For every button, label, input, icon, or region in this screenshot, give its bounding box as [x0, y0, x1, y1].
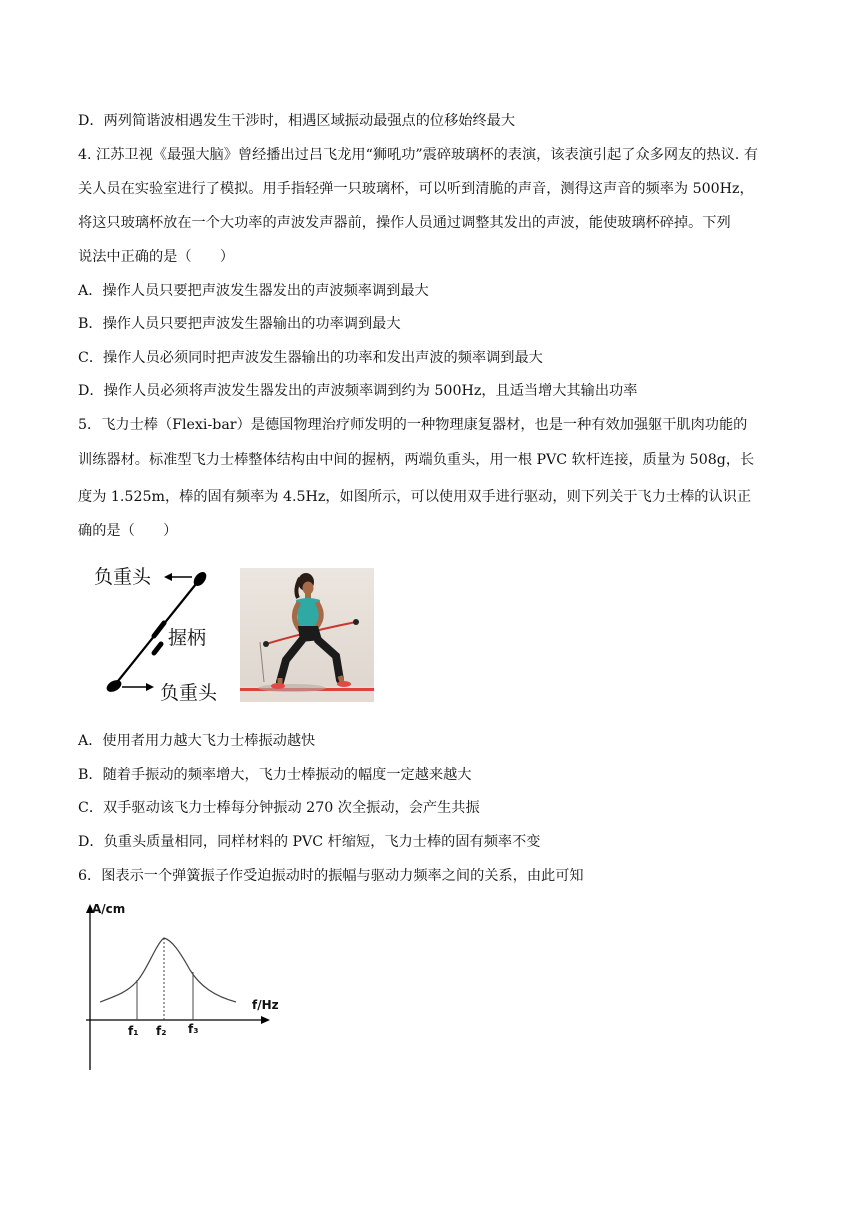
label-handle: 握柄: [168, 627, 207, 649]
tick-f1: f₁: [128, 1024, 139, 1038]
option-d-q5: D．负重头质量相同，同样材料的 PVC 杆缩短，飞力士棒的固有频率不变: [78, 834, 541, 850]
photo-illustration: [240, 568, 374, 702]
resonance-curve-svg: [76, 900, 296, 1075]
x-axis-label: f/Hz: [252, 998, 279, 1012]
resonance-curve-figure: [76, 900, 296, 1075]
arrow-top-head: [164, 573, 172, 581]
grip-upper: [154, 623, 164, 636]
x-axis-arrow: [261, 1016, 270, 1024]
option-c-q4: C．操作人员必须同时把声波发生器输出的功率和发出声波的频率调到最大: [78, 350, 543, 366]
arrow-bottom-head: [146, 683, 154, 691]
weight-head-bottom: [105, 678, 124, 695]
amplitude-curve: [100, 938, 236, 1002]
question-6-line-1: 6．图表示一个弹簧振子作受迫振动时的振幅与驱动力频率之间的关系，由此可知: [78, 868, 584, 884]
question-5-line-3: 度为 1.525m，棒的固有频率为 4.5Hz，如图所示，可以使用双手进行驱动，则下列关于飞力士棒的认识正: [78, 489, 752, 505]
question-5-line-1: 5．飞力士棒（Flexi-bar）是德国物理治疗师发明的一种物理康复器材，也是一种有效加强躯干肌肉功能的: [78, 417, 748, 433]
option-d-q4: D．操作人员必须将声波发生器发出的声波频率调到约为 500Hz，且适当增大其输出功率: [78, 383, 638, 399]
option-c-q5: C．双手驱动该飞力士棒每分钟振动 270 次全振动，会产生共振: [78, 800, 480, 816]
flexi-bar-diagram: [92, 562, 240, 712]
tick-f2: f₂: [156, 1024, 167, 1038]
grip-lower: [154, 644, 161, 653]
option-a-q4: A．操作人员只要把声波发生器发出的声波频率调到最大: [78, 283, 429, 299]
y-axis-label: A/cm: [92, 902, 126, 916]
question-4-line-2: 关人员在实验室进行了模拟。用手指轻弹一只玻璃杯，可以听到清脆的声音，测得这声音的频率为 500Hz，: [78, 181, 754, 197]
option-b-q5: B．随着手振动的频率增大，飞力士棒振动的幅度一定越来越大: [78, 767, 472, 783]
option-d-q3: D．两列简谐波相遇发生干涉时，相遇区域振动最强点的位移始终最大: [78, 113, 516, 129]
question-4-line-3: 将这只玻璃杯放在一个大功率的声波发声器前，操作人员通过调整其发出的声波，能使玻璃杯碎掉。下列: [78, 215, 731, 231]
option-b-q4: B．操作人员只要把声波发生器输出的功率调到最大: [78, 316, 401, 332]
label-weight-head-bottom: 负重头: [160, 682, 218, 704]
flexi-bar-photo: [240, 568, 374, 702]
question-5-line-2: 训练器材。标准型飞力士棒整体结构由中间的握柄，两端负重头，用一根 PVC 软杆连接，质量为 508g，长: [78, 452, 755, 468]
label-weight-head-top: 负重头: [94, 566, 152, 588]
tick-f3: f₃: [188, 1022, 199, 1036]
question-4-line-4: 说法中正确的是（ ）: [78, 249, 235, 265]
question-5-line-4: 确的是（ ）: [78, 523, 178, 539]
option-a-q5: A．使用者用力越大飞力士棒振动越快: [78, 733, 316, 749]
question-4-line-1: 4. 江苏卫视《最强大脑》曾经播出过吕飞龙用“狮吼功”震碎玻璃杯的表演，该表演引起了众多网友的热议. 有: [78, 147, 759, 163]
